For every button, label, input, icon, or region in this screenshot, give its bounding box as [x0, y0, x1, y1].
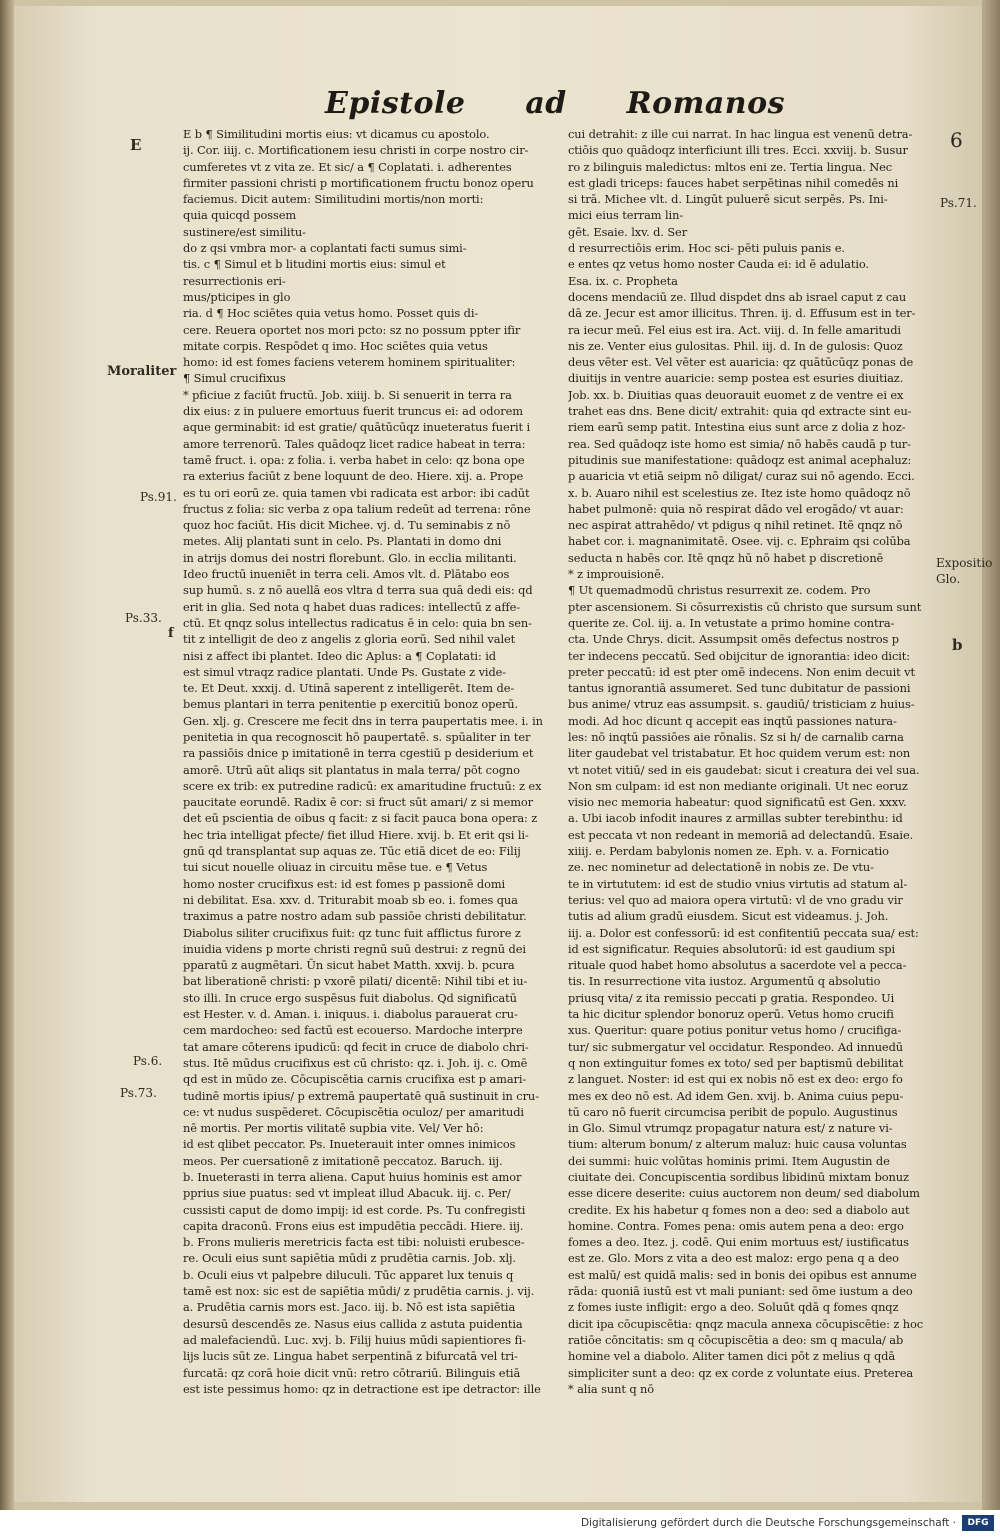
left-column-line: tui sicut nouelle oliuaz in circuitu mēse tue. e ¶ Vetus: [183, 860, 488, 875]
left-column-line: cussisti caput de domo impij: id est corde. Ps. Tu confregisti: [183, 1202, 526, 1217]
right-column-line: in Glo. Simul vtrumqz propagatur natura est/ z nature vi-: [568, 1121, 893, 1136]
left-column-line: quoz hoc faciūt. His dicit Michee. vj. d. Tu seminabis z nō: [183, 518, 511, 533]
left-column-line: b. Inueterasti in terra aliena. Caput huius hominis est amor: [183, 1170, 522, 1184]
right-column-line: terius: vel quo ad maiora opera virtutū: vl de vno gradu vir: [568, 892, 903, 907]
left-column-line: pprius siue puatus: sed vt impleat illud Abacuk. iij. c. Per/: [183, 1186, 511, 1201]
left-column-line: cumferetes vt z vita ze. Et sic/ a ¶ Coplatati. i. adherentes: [183, 159, 512, 174]
right-column-line: * alia sunt q nō: [568, 1381, 655, 1396]
right-column-line: cui detrahit: z ille cui narrat. In hac lingua est venenū detra-: [568, 127, 913, 141]
left-column-line: ria. d ¶ Hoc sciētes quia vetus homo. Posset quis di-: [183, 306, 479, 321]
left-text-column: [183, 126, 568, 1397]
right-column-line: ta hic dicitur splendor bonoruz operū. Vetus homo crucifi: [568, 1007, 894, 1022]
right-column-line: fomes a deo. Itez. j. codē. Qui enim mortuus est/ iustificatus: [568, 1235, 909, 1250]
right-column-line: e entes qz vetus homo noster Cauda ei: id ē adulatio.: [568, 257, 869, 272]
right-column-line: dicit ipa cōcupiscētia: qnqz macula annexa cōcupiscētie: z hoc: [568, 1316, 924, 1331]
left-column-line: scere ex trib: ex putredine radicū: ex amaritudine fructuū: z ex: [183, 778, 542, 793]
left-column-line: cere. Reuera oportet nos mori pcto: sz no possum ppter ifir: [183, 322, 521, 337]
right-text-column: [568, 126, 934, 1397]
left-column-line: cem mardocheo: sed factū est ecouerso. Mardoche interpre: [183, 1023, 523, 1038]
left-column-line: paucitate eorundē. Radix ē cor: si fruct sūt amari/ z si memor: [183, 795, 534, 810]
right-column-line: cta. Unde Chrys. dicit. Assumpsit omēs defectus nostros p: [568, 632, 899, 647]
left-column-line: Diabolus siliter crucifixus fuit: qz tunc fuit afflictus furore z: [183, 925, 521, 940]
margin-note-ps6: Ps.6.: [133, 1054, 163, 1068]
footer-bar: [0, 1510, 1000, 1537]
left-column-line: ra exterius faciūt z bene loquunt de deo. Hiere. xij. a. Prope: [183, 469, 524, 484]
left-column-line: tamē est nox: sic est de sapiētia mūdi/ z prudētia carnis. j. vij.: [183, 1284, 535, 1299]
left-column-line: furcatā: qz corā hoie dicit vnū: retro cōtrariū. Bilinguis etiā: [183, 1365, 521, 1380]
right-column-line: xiiij. e. Perdam babylonis nomen ze. Eph. v. a. Fornicatio: [568, 844, 889, 859]
running-head: [325, 86, 785, 121]
running-head-center: ad: [525, 86, 567, 121]
right-column-line: mes ex deo nō est. Ad idem Gen. xvij. b. Anima cuius pepu-: [568, 1088, 904, 1103]
left-column-line: quia quicqd possem: [183, 208, 297, 223]
right-column-line: Non sm culpam: id est non mediante originali. Ut nec eoruz: [568, 778, 908, 793]
right-column-line: a. Ubi iacob infodit inaures z armillas subter terebinthu: id: [568, 811, 903, 826]
left-column-line: tamē fruct. i. opa: z folia. i. verba habet in celo: qz bona ope: [183, 452, 525, 467]
left-column-line: id est qlibet peccator. Ps. Inueterauit inter omnes inimicos: [183, 1137, 516, 1152]
left-column-line: penitetia in qua recognoscit hō paupertatē. s. spūaliter in ter: [183, 729, 531, 744]
right-column-line: bus anime/ vtruz eas assumpsit. s. gaudiū/ tristiciam z huius-: [568, 697, 915, 712]
left-column-line: ctū. Et qnqz solus intellectus radicatus ē in celo: quia bn sen-: [183, 615, 532, 630]
right-column-line: est malū/ est quidā malis: sed in bonis dei opibus est annume: [568, 1267, 917, 1282]
left-column-line: nisi z affect ibi plantet. Ideo dic Aplus: a ¶ Coplatati: id: [183, 648, 496, 663]
right-column-line: z languet. Noster: id est qui ex nobis nō est ex deo: ergo fo: [568, 1072, 903, 1087]
left-column-line: sustinere/est similitu-: [183, 224, 306, 239]
page-number: 6: [950, 128, 963, 152]
right-column-line: tur/ sic submergatur vel occidatur. Respondeo. Ad innuedū: [568, 1039, 903, 1054]
left-column-line: inuidia videns p morte christi regnū suū destrui: z regnū dei: [183, 941, 526, 956]
right-column-line: x. b. Auaro nihil est scelestius ze. Itez iste homo quādoqz nō: [568, 485, 911, 500]
right-column-line: pter ascensionem. Si cōsurrexistis cū christo que sursum sunt: [568, 599, 922, 614]
right-column-line: les: nō inqtū passiōes aie rōnalis. Sz si h/ de carnalib carna: [568, 729, 904, 744]
right-column-line: est peccata vt non redeant in memoriā ad delectandū. Esaie.: [568, 827, 914, 842]
right-column-line: liter gaudebat vel tristabatur. Et hoc quidem verum est: non: [568, 746, 911, 761]
right-column-line: esse dicere deserite: cuius auctorem non deum/ sed diabolum: [568, 1186, 920, 1201]
right-column-line: nis ze. Venter eius gulositas. Phil. iij. d. In de gulosis: Quoz: [568, 338, 903, 353]
left-column-line: est Hester. v. d. Aman. i. iniquus. i. diabolus parauerat cru-: [183, 1007, 518, 1022]
right-column-line: tantus ignorantiā assumeret. Sed tunc dubitatur de passioni: [568, 681, 911, 696]
margin-note-expositio: Expositio: [936, 556, 993, 570]
left-column-line: fructus z folia: sic verba z opa talium redeūt ad terrena: rōne: [183, 501, 531, 516]
right-column-line: gēt. Esaie. lxv. d. Ser: [568, 224, 688, 239]
left-column-line: desursū descendēs ze. Nasus eius callida z astuta puidentia: [183, 1316, 523, 1331]
left-column-line: dix eius: z in puluere emortuus fuerit truncus ei: ad odorem: [183, 404, 523, 419]
left-column-line: meos. Per cuersationē z imitationē peccatoz. Baruch. iij.: [183, 1153, 503, 1168]
margin-note-ps33: Ps.33.: [125, 611, 162, 625]
left-column-line: * pficiue z faciūt fructū. Job. xiiij. b. Si senuerit in terra ra: [183, 387, 512, 402]
right-column-line: ra iecur meū. Fel eius est ira. Act. viij. d. In felle amaritudi: [568, 322, 901, 337]
right-column-line: * z improuisionē.: [568, 567, 665, 582]
right-column-line: credite. Ex his habetur q fomes non a deo: sed a diabolo aut: [568, 1202, 910, 1217]
running-head-left: Epistole: [325, 86, 466, 121]
right-column-line: si trā. Michee vlt. d. Lingūt puluerē sicut serpēs. Ps. Ini-: [568, 192, 888, 207]
right-column-line: tis. In resurrectione vita iustoz. Argumentū q absolutio: [568, 974, 881, 989]
right-column-line: trahet eas dns. Bene dicit/ extrahit: quia qd extracte sint eu-: [568, 404, 912, 419]
right-column-line: querite ze. Col. iij. a. In vetustate a primo homine contra-: [568, 615, 895, 630]
right-column-line: habet pulmonē: quia nō respirat dādo vel erogādo/ vt auar:: [568, 501, 904, 516]
left-column-line: do z qsi vmbra mor- a coplantati facti sumus simi-: [183, 241, 467, 256]
left-column-line: ra passiōis dnice p imitationē in terra cgestiū p desiderium et: [183, 746, 534, 761]
left-column-line: amorē. Utrū aūt aliqs sit plantatus in mala terra/ pōt cogno: [183, 762, 520, 777]
right-column-line: Job. xx. b. Diuitias quas deuorauit euomet z de ventre ei ex: [568, 387, 904, 402]
right-column-line: ciuitate dei. Concupiscentia sordibus libidinū mixtam bonuz: [568, 1170, 909, 1184]
left-column-line: es tu ori eorū ze. quia tamen vbi radicata est arbor: ibi cadūt: [183, 485, 530, 500]
margin-letter-b: b: [952, 636, 963, 654]
left-column-line: homo: id est fomes faciens veterem hominem spiritualiter:: [183, 355, 516, 370]
left-column-line: bat liberationē christi: p vxorē pilati/ dicentē: Nihil tibi et iu-: [183, 974, 528, 989]
right-column-line: rāda: quoniā iustū est vt mali puniant: sed ōme iustum a deo: [568, 1284, 913, 1299]
running-head-right: Romanos: [626, 86, 785, 121]
right-column-line: z fomes iuste infligit: ergo a deo. Soluūt qdā q fomes qnqz: [568, 1300, 899, 1315]
right-column-line: pitudinis sue manifestatione: quādoqz est animal acephaluz:: [568, 452, 912, 467]
right-column-line: p auaricia vt etiā seipm nō diligat/ curaz sui nō agendo. Ecci.: [568, 469, 915, 484]
left-column-line: tis. c ¶ Simul et b litudini mortis eius: simul et: [183, 257, 446, 272]
right-column-line: ratiōe cōncitatis: sm q cōcupiscētia a deo: sm q macula/ ab: [568, 1332, 904, 1347]
right-column-line: q non extinguitur fomes ex toto/ sed per baptismū debilitat: [568, 1055, 904, 1070]
right-column-line: modi. Ad hoc dicunt q accepit eas inqtū passiones natura-: [568, 713, 897, 728]
left-column-line: ni debilitat. Esa. xxv. d. Triturabit moab sb eo. i. fomes qua: [183, 892, 518, 907]
left-column-line: pparatū z augmētari. Ūn sicut habet Matth. xxvij. b. pcura: [183, 958, 515, 973]
right-column-line: iij. a. Dolor est confessorū: id est confitentiū peccata sua/ est:: [568, 925, 919, 940]
margin-note-ps73: Ps.73.: [120, 1086, 157, 1100]
left-column-line: re. Oculi eius sunt sapiētia mūdi z prudētia carnis. Job. xlj.: [183, 1251, 516, 1266]
page-edge: [982, 0, 1000, 1510]
left-column-line: ij. Cor. iiij. c. Mortificationem iesu christi in corpe nostro cir-: [183, 143, 529, 158]
right-column-line: rea. Sed quādoqz iste homo est simia/ nō habēs caudā p tur-: [568, 436, 911, 451]
right-column-line: ro z bilinguis maledictus: mltos eni ze. Tertia lingua. Nec: [568, 159, 893, 174]
right-column-line: dei summi: huic volūtas hominis primi. Item Augustin de: [568, 1153, 890, 1168]
left-column-line: qd est in mūdo ze. Cōcupiscētia carnis crucifixa est p amari-: [183, 1072, 527, 1087]
margin-note-glo: Glo.: [936, 572, 961, 586]
right-column-line: priusq vita/ z ita remissio peccati p gratia. Respondeo. Ui: [568, 990, 895, 1005]
right-column-line: docens mendaciū ze. Illud dispdet dns ab israel caput z cau: [568, 289, 907, 304]
left-column-line: est simul vtraqz radice plantati. Unde Ps. Gustate z vide-: [183, 664, 507, 679]
left-column-line: erit in glia. Sed nota q habet duas radices: intellectū z affe-: [183, 599, 520, 614]
margin-note-ps91: Ps.91.: [140, 490, 177, 504]
right-column-line: vt notet vitiū/ sed in eis gaudebat: sicut i creatura dei vel sua.: [568, 762, 920, 777]
right-column-line: nec aspirat attrahēdo/ vt pdigus q nihil retinet. Itē qnqz nō: [568, 518, 903, 533]
margin-note-moraliter: Moraliter: [107, 364, 177, 379]
left-column-line: sto illi. In cruce ergo suspēsus fuit diabolus. Qd significatū: [183, 990, 517, 1005]
right-column-line: riem earū semp patit. Intestina eius sunt arce z dolia z hoz-: [568, 420, 906, 435]
footer-credit: Digitalisierung gefördert durch die Deutsche Forschungsgemeinschaft ·: [580, 1517, 956, 1529]
left-column-line: mitate corpis. Respōdet q imo. Hoc sciētes quia vetus: [183, 338, 488, 353]
left-column-line: faciemus. Dicit autem: Similitudini mortis/non morti:: [183, 192, 484, 207]
left-column-line: te. Et Deut. xxxij. d. Utinā saperent z intelligerēt. Item de-: [183, 681, 515, 696]
right-column-line: Esa. ix. c. Propheta: [568, 273, 678, 288]
left-column-line: in atrijs domus dei nostri florebunt. Glo. in ecclia militanti.: [183, 550, 517, 565]
right-column-line: seducta n habēs cor. Itē qnqz hū nō habet p discretionē: [568, 550, 884, 565]
right-column-line: xus. Queritur: quare potius ponitur vetus homo / crucifiga-: [568, 1023, 902, 1038]
left-column-line: homo noster crucifixus est: id est fomes p passionē domi: [183, 876, 506, 891]
right-column-line: visio nec memoria habeatur: quod significatū est Gen. xxxv.: [568, 795, 907, 810]
left-column-line: tat amare cōterens ipudicū: qd fecit in cruce de diabolo chri-: [183, 1039, 529, 1054]
left-column-line: capita draconū. Frons eius est impudētia peccādi. Hiere. iij.: [183, 1218, 524, 1233]
left-column-line: E b ¶ Similitudini mortis eius: vt dicamus cu apostolo.: [183, 127, 490, 141]
left-column-line: traximus a patre nostro adam sub passiōe christi debilitatur.: [183, 909, 527, 924]
left-column-line: Gen. xlj. g. Crescere me fecit dns in terra paupertatis mee. i. in: [183, 713, 543, 728]
left-column-line: hec tria intelligat pfecte/ fiet illud Hiere. xvij. b. Et erit qsi li-: [183, 827, 529, 842]
left-column-line: nē mortis. Per mortis vilitatē supbia vite. Vel/ Ver hō:: [183, 1121, 484, 1136]
right-column-line: dā ze. Jecur est amor illicitus. Thren. ij. d. Effusum est in ter-: [568, 306, 916, 321]
left-column-line: bemus plantari in terra penitentie p exercitiū bonoz operū.: [183, 697, 519, 712]
right-column-line: tium: alterum bonum/ z alterum maluz: huic causa voluntas: [568, 1137, 907, 1152]
left-column-line: ad malefaciendū. Luc. xvj. b. Filij huius mūdi sapientiores fi-: [183, 1332, 526, 1347]
left-column-line: amore terrenorū. Tales quādoqz licet radice habeat in terra:: [183, 436, 526, 451]
right-column-line: tutis ad alium gradū eiusdem. Sicut est videamus. j. Joh.: [568, 909, 889, 924]
right-column-line: est gladi triceps: fauces habet serpētinas nihil comedēs ni: [568, 175, 899, 190]
margin-letter-f: f: [168, 626, 174, 641]
binding-edge: [0, 0, 14, 1510]
right-column-line: simpliciter sunt a deo: qz ex corde z voluntate eius. Preterea: [568, 1365, 914, 1380]
right-column-line: ter indecens peccatū. Sed obijcitur de ignorantia: ideo dicit:: [568, 648, 910, 663]
left-column-line: est iste pessimus homo: qz in detractione est ipe detractor: ille: [183, 1381, 541, 1396]
right-column-line: id est significatur. Requies absolutorū: id est gaudium spi: [568, 941, 896, 956]
left-column-line: ce: vt nudus suspēderet. Cōcupiscētia oculoz/ per amaritudi: [183, 1104, 524, 1119]
left-column-line: b. Frons mulieris meretricis facta est tibi: noluisti erubesce-: [183, 1235, 525, 1250]
left-column-line: mus/pticipes in glo: [183, 289, 291, 304]
left-column-line: aque germinabit: id est gratie/ quātūcūqz inueteratus fuerit i: [183, 420, 531, 435]
right-column-line: diuitijs in ventre auaricie: semp postea est esuries diuitiaz.: [568, 371, 904, 386]
right-column-line: homine. Contra. Fomes pena: omis autem pena a deo: ergo: [568, 1218, 904, 1233]
right-column-line: mici eius terram lin-: [568, 208, 684, 223]
left-column-line: a. Prudētia carnis mors est. Jaco. iij. b. Nō est ista sapiētia: [183, 1300, 516, 1315]
right-column-line: deus vēter est. Vel vēter est auaricia: qz quātūcūqz ponas de: [568, 355, 914, 370]
left-column-line: resurrectionis eri-: [183, 273, 286, 288]
left-column-line: Ideo fructū inueniēt in terra celi. Amos vlt. d. Plātabo eos: [183, 567, 510, 582]
margin-letter-e: E: [130, 136, 142, 154]
left-column-line: tudinē mortis ipius/ p extremā paupertatē quā sustinuit in cru-: [183, 1088, 539, 1103]
left-column-line: tit z intelligit de deo z angelis z gloria eorū. Sed nihil valet: [183, 632, 516, 647]
right-column-line: d resurrectiōis erim. Hoc sci- pēti puluis panis e.: [568, 241, 845, 256]
left-column-line: b. Oculi eius vt palpebre diluculi. Tūc apparet lux tenuis q: [183, 1267, 514, 1282]
right-column-line: ctiōis quo quādoqz interficiunt illi tres. Ecci. xxviij. b. Susur: [568, 143, 908, 158]
right-column-line: ze. nec nominetur ad delectationē in nobis ze. De vtu-: [568, 860, 874, 875]
right-column-line: tū caro nō fuerit circumcisa peribit de populo. Augustinus: [568, 1104, 898, 1119]
left-column-line: gnū qd transplantat sup aquas ze. Tūc etiā dicet de eo: Filij: [183, 844, 521, 859]
dfg-logo: DFG: [962, 1515, 994, 1531]
left-column-line: metes. Alij plantati sunt in celo. Ps. Plantati in domo dni: [183, 534, 502, 549]
right-column-line: rituale quod habet homo absolutus a sacerdote vel a pecca-: [568, 958, 907, 973]
margin-note-ps71: Ps.71.: [940, 196, 977, 210]
left-column-line: det eū pscientia de oibus q facit: z si facit pauca bona opera: z: [183, 811, 538, 826]
right-column-line: preter peccatū: id est pter omē indecens. Non enim decuit vt: [568, 664, 915, 679]
right-column-line: te in virtututem: id est de studio vnius virtutis ad statum al-: [568, 876, 908, 891]
right-column-line: ¶ Ut quemadmodū christus resurrexit ze. codem. Pro: [568, 583, 871, 598]
left-column-line: sup humū. s. z nō auellā eos vltra d terra sua quā dedi eis: qd: [183, 583, 533, 598]
left-column-line: ¶ Simul crucifixus: [183, 371, 286, 386]
right-column-line: habet cor. i. magnanimitatē. Osee. vij. c. Ephraim qsi colūba: [568, 534, 911, 549]
left-column-line: lijs lucis sūt ze. Lingua habet serpentinā z bifurcatā vel tri-: [183, 1349, 518, 1364]
right-column-line: homine vel a diabolo. Aliter tamen dici pōt z melius q qdā: [568, 1349, 896, 1364]
left-column-line: stus. Itē mūdus crucifixus est cū christo: qz. i. Joh. ij. c. Omē: [183, 1055, 528, 1070]
left-column-line: firmiter passioni christi p mortificationem fructu bonoz operu: [183, 175, 534, 190]
right-column-line: est ze. Glo. Mors z vita a deo est maloz: ergo pena q a deo: [568, 1251, 899, 1266]
